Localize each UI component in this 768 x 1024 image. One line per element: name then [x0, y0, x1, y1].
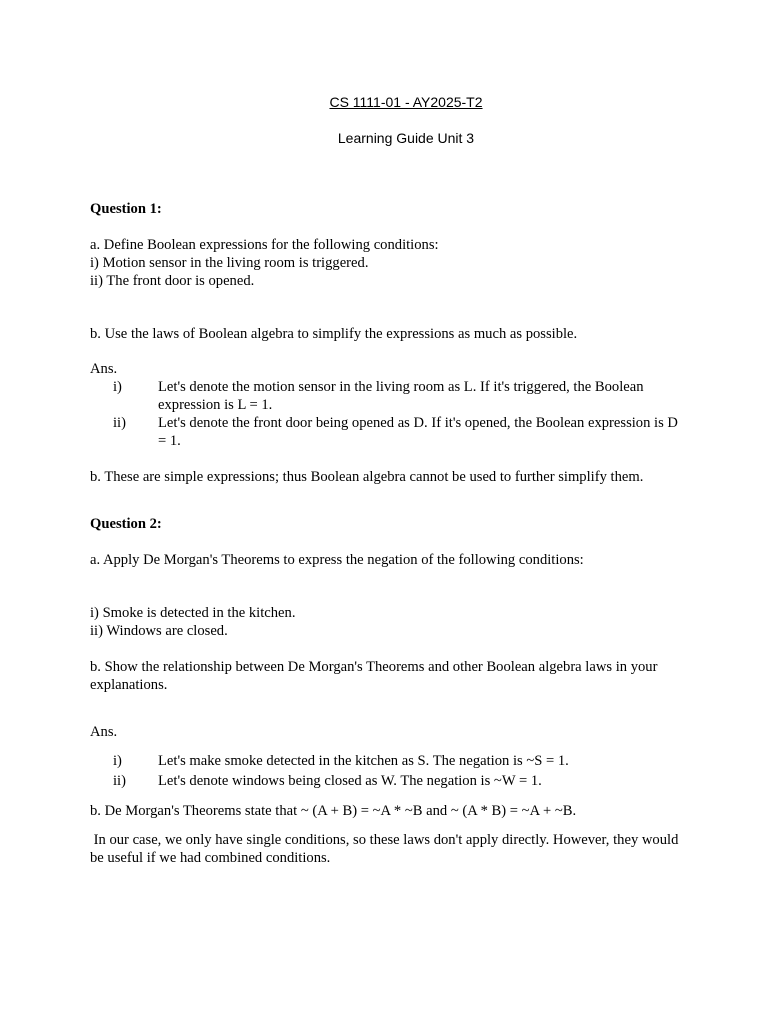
q1-answer-label: Ans.	[90, 361, 118, 377]
q1-part-b-answer: b. These are simple expressions; thus Boolean algebra cannot be used to further simplify them.	[90, 469, 644, 485]
list-item-marker: i)	[113, 753, 122, 769]
question-1-heading: Question 1:	[90, 201, 162, 217]
q2-part-b-answer: b. De Morgan's Theorems state that ~ (A + B) = ~A * ~B and ~ (A * B) = ~A + ~B.	[90, 803, 577, 819]
q1-condition-i: i) Motion sensor in the living room is triggered.	[90, 255, 369, 271]
q1-part-a-intro: a. Define Boolean expressions for the following conditions:	[90, 237, 439, 253]
q2-condition-ii: ii) Windows are closed.	[90, 623, 228, 639]
list-item-marker: ii)	[113, 773, 126, 789]
document-subtitle: Learning Guide Unit 3	[337, 130, 475, 146]
q1-condition-ii: ii) The front door is opened.	[90, 273, 255, 289]
q2-part-a-intro: a. Apply De Morgan's Theorems to express the negation of the following conditions:	[90, 552, 584, 568]
q1-part-b-prompt: b. Use the laws of Boolean algebra to simplify the expressions as much as possible.	[90, 326, 578, 342]
list-item-marker: ii)	[113, 415, 126, 431]
list-item: Let's make smoke detected in the kitchen as S. The negation is ~S = 1.	[158, 753, 569, 769]
q2-condition-i: i) Smoke is detected in the kitchen.	[90, 605, 296, 621]
q2-part-b-prompt: b. Show the relationship between De Morgan's Theorems and other Boolean algebra laws in your explanations.	[90, 659, 658, 693]
list-item: Let's denote the motion sensor in the living room as L. If it's triggered, the Boolean expression is L = 1.	[158, 379, 644, 413]
question-2-heading: Question 2:	[90, 516, 162, 532]
list-item: Let's denote windows being closed as W. The negation is ~W = 1.	[158, 773, 542, 789]
course-title: CS 1111-01 - AY2025-T2	[329, 94, 483, 110]
list-item: Let's denote the front door being opened as D. If it's opened, the Boolean expression is D = 1.	[158, 415, 678, 449]
q2-answer-label: Ans.	[90, 724, 118, 740]
q2-closing-paragraph: In our case, we only have single conditions, so these laws don't apply directly. However, they would be useful if we had combined conditions.	[90, 832, 683, 866]
list-item-marker: i)	[113, 379, 122, 395]
